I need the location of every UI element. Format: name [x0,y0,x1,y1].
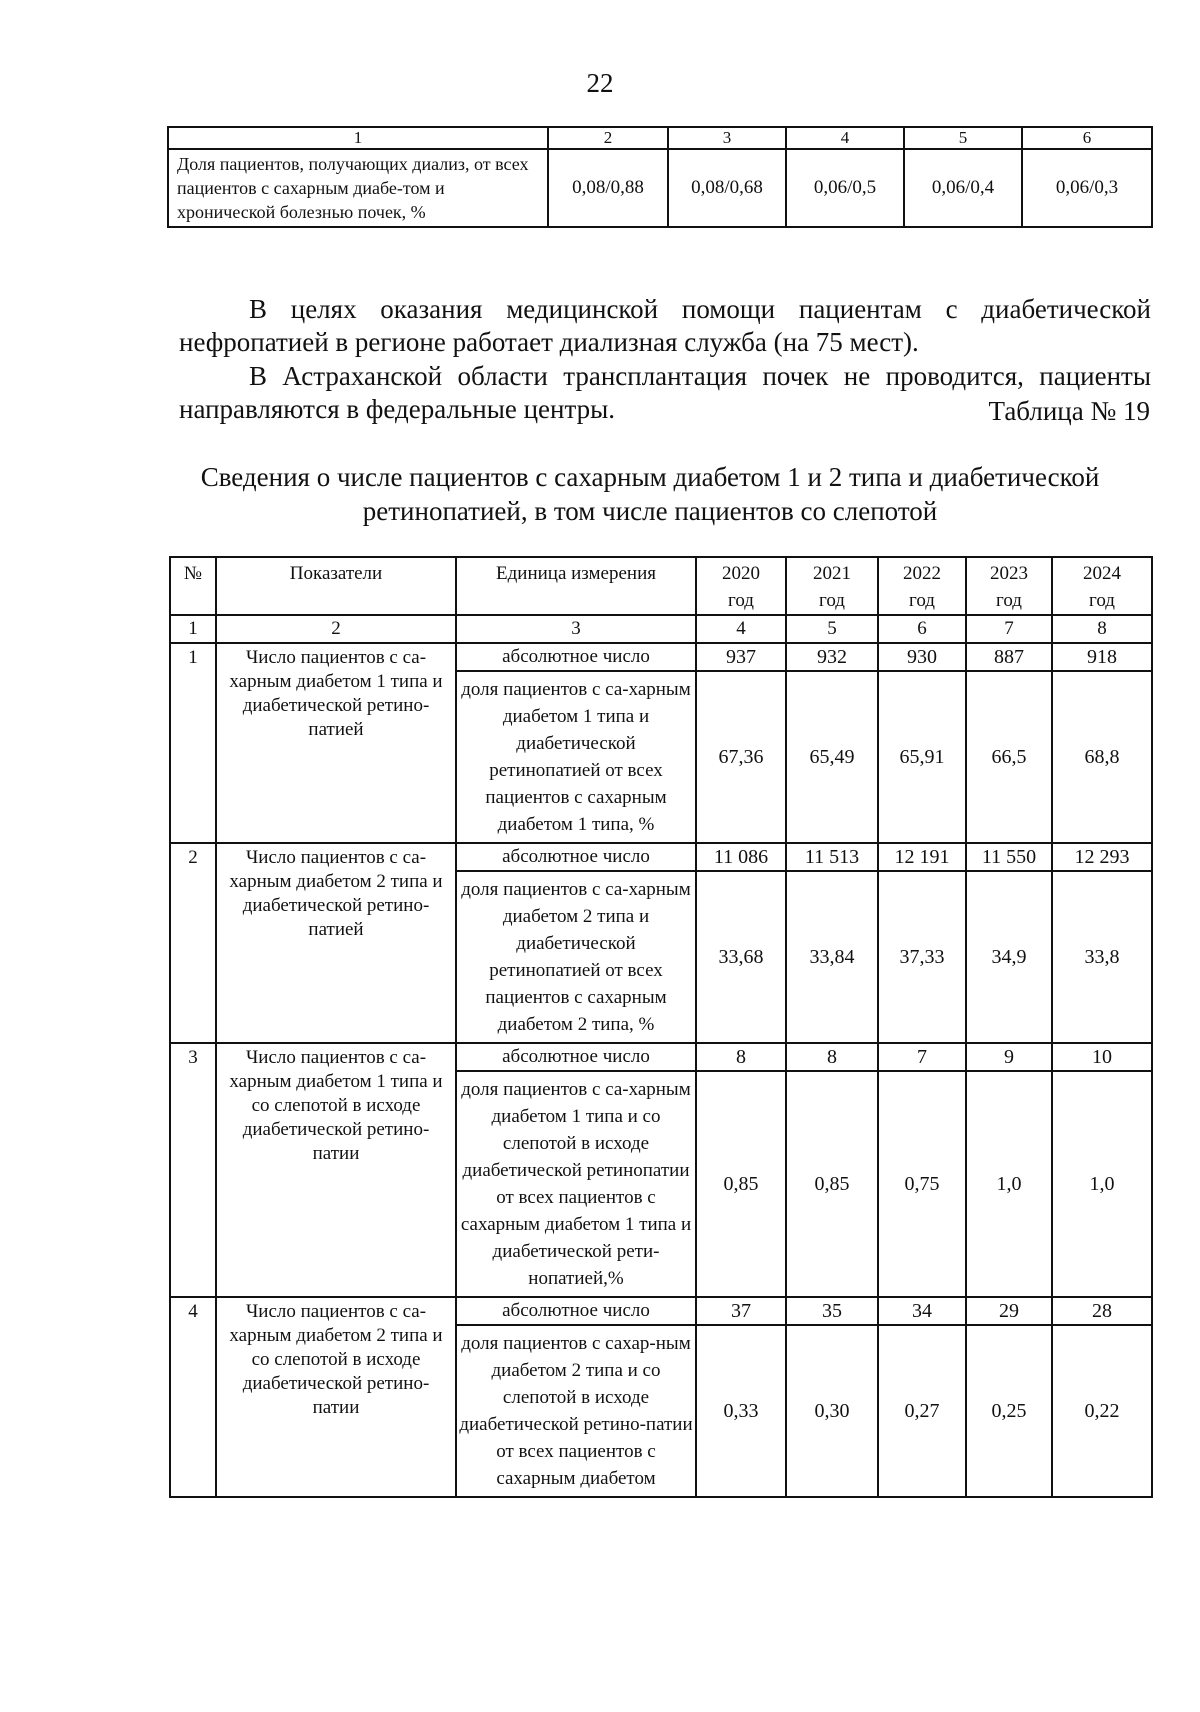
table-cell: 34,9 [966,871,1052,1043]
table-cell: 33,84 [786,871,878,1043]
table-cell: 0,08/0,88 [548,149,668,227]
column-index: 3 [668,127,786,149]
column-index: 3 [456,615,696,643]
table-cell: 0,33 [696,1325,786,1497]
row-number: 2 [170,843,216,1043]
column-index: 1 [168,127,548,149]
header-year-2021: 2021 год [786,557,878,615]
table-cell: 66,5 [966,671,1052,843]
table-cell: 37 [696,1297,786,1325]
indicator-label: Доля пациентов, получающих диализ, от всех пациентов с сахарным диабе-том и хронической болезнью почек, % [168,149,548,227]
table-cell: 887 [966,643,1052,671]
paragraph-transplant: В Астраханской области трансплантация почек не проводится, пациенты направляются в федеральные центры. [179,361,1151,424]
header-indicator: Показатели [216,557,456,615]
table-cell: 67,36 [696,671,786,843]
table-row [170,643,1152,671]
table-cell: 0,08/0,68 [668,149,786,227]
table-cell: 10 [1052,1043,1152,1071]
table-cell: 11 513 [786,843,878,871]
table-cell: 12 293 [1052,843,1152,871]
table-cell: 33,8 [1052,871,1152,1043]
column-index: 6 [1022,127,1152,149]
column-index: 1 [170,615,216,643]
table-cell: 0,75 [878,1071,966,1297]
table-cell: 0,85 [786,1071,878,1297]
table-cell: 34 [878,1297,966,1325]
table-cell: 0,27 [878,1325,966,1497]
table-cell: 918 [1052,643,1152,671]
table-cell: 11 550 [966,843,1052,871]
retinopathy-table [169,556,1153,1498]
indicator-label: Число пациентов с са-харным диабетом 2 типа и диабетической ретино-патией [216,843,456,1043]
column-index: 8 [1052,615,1152,643]
table-cell: 0,06/0,3 [1022,149,1152,227]
table-number-label: Таблица № 19 [988,396,1150,426]
column-index: 5 [904,127,1022,149]
header-year-2024: 2024 год [1052,557,1152,615]
row-number: 1 [170,643,216,843]
unit-label: доля пациентов с са-харным диабетом 2 типа и диабетической ретинопатией от всех пациентов с сахарным диабетом 2 типа, % [456,871,696,1043]
table-cell: 0,06/0,4 [904,149,1022,227]
table-cell: 1,0 [966,1071,1052,1297]
column-index: 4 [696,615,786,643]
table-cell: 0,85 [696,1071,786,1297]
table-row [168,149,1152,227]
header-num: № [170,557,216,615]
table-cell: 8 [786,1043,878,1071]
table-cell: 9 [966,1043,1052,1071]
indicator-label: Число пациентов с са-харным диабетом 1 типа и диабетической ретино-патией [216,643,456,843]
table-cell: 0,06/0,5 [786,149,904,227]
column-index: 4 [786,127,904,149]
unit-label: доля пациентов с сахар-ным диабетом 2 типа и со слепотой в исходе диабетической ретино-патии от всех пациентов с сахарным диабетом [456,1325,696,1497]
table-cell: 29 [966,1297,1052,1325]
table-cell: 68,8 [1052,671,1152,843]
column-index: 6 [878,615,966,643]
paragraph-dialysis: В целях оказания медицинской помощи пациентам с диабетической нефропатией в регионе работает диализная служба (на 75 мест). [179,294,1151,357]
header-unit: Единица измерения [456,557,696,615]
header-year-2023: 2023 год [966,557,1052,615]
header-year-2022: 2022 год [878,557,966,615]
column-index-row [170,615,1152,643]
table-row [170,843,1152,871]
column-index: 5 [786,615,878,643]
table-cell: 11 086 [696,843,786,871]
column-index: 2 [216,615,456,643]
unit-label: абсолютное число [456,1043,696,1071]
table-cell: 8 [696,1043,786,1071]
page-number: 22 [586,68,614,98]
table-cell: 932 [786,643,878,671]
table-cell: 28 [1052,1297,1152,1325]
indicator-label: Число пациентов с са-харным диабетом 2 типа и со слепотой в исходе диабетической ретино-патии [216,1297,456,1497]
unit-label: доля пациентов с са-харным диабетом 1 типа и со слепотой в исходе диабетической ретинопатии от всех пациентов с сахарным диабетом 1 типа и диабетической рети-нопатией,% [456,1071,696,1297]
column-index: 2 [548,127,668,149]
table-row [170,1297,1152,1325]
table-cell: 12 191 [878,843,966,871]
table-cell: 37,33 [878,871,966,1043]
dialysis-table [167,126,1153,228]
table-cell: 0,30 [786,1325,878,1497]
table-header-row [170,557,1152,615]
column-index: 7 [966,615,1052,643]
table-cell: 65,49 [786,671,878,843]
table-cell: 937 [696,643,786,671]
header-year-2020: 2020 год [696,557,786,615]
table-cell: 33,68 [696,871,786,1043]
table-cell: 0,25 [966,1325,1052,1497]
unit-label: доля пациентов с са-харным диабетом 1 типа и диабетической ретинопатией от всех пациентов с сахарным диабетом 1 типа, % [456,671,696,843]
table-row [170,1043,1152,1071]
table-cell: 35 [786,1297,878,1325]
table-header-row [168,127,1152,149]
row-number: 3 [170,1043,216,1297]
table-cell: 1,0 [1052,1071,1152,1297]
table-cell: 0,22 [1052,1325,1152,1497]
table-cell: 7 [878,1043,966,1071]
table-cell: 65,91 [878,671,966,843]
table-title: Сведения о числе пациентов с сахарным диабетом 1 и 2 типа и диабетической ретинопатией, в том числе пациентов со слепотой [200,462,1100,526]
unit-label: абсолютное число [456,1297,696,1325]
table-cell: 930 [878,643,966,671]
indicator-label: Число пациентов с са-харным диабетом 1 типа и со слепотой в исходе диабетической ретино-патии [216,1043,456,1297]
unit-label: абсолютное число [456,843,696,871]
unit-label: абсолютное число [456,643,696,671]
row-number: 4 [170,1297,216,1497]
